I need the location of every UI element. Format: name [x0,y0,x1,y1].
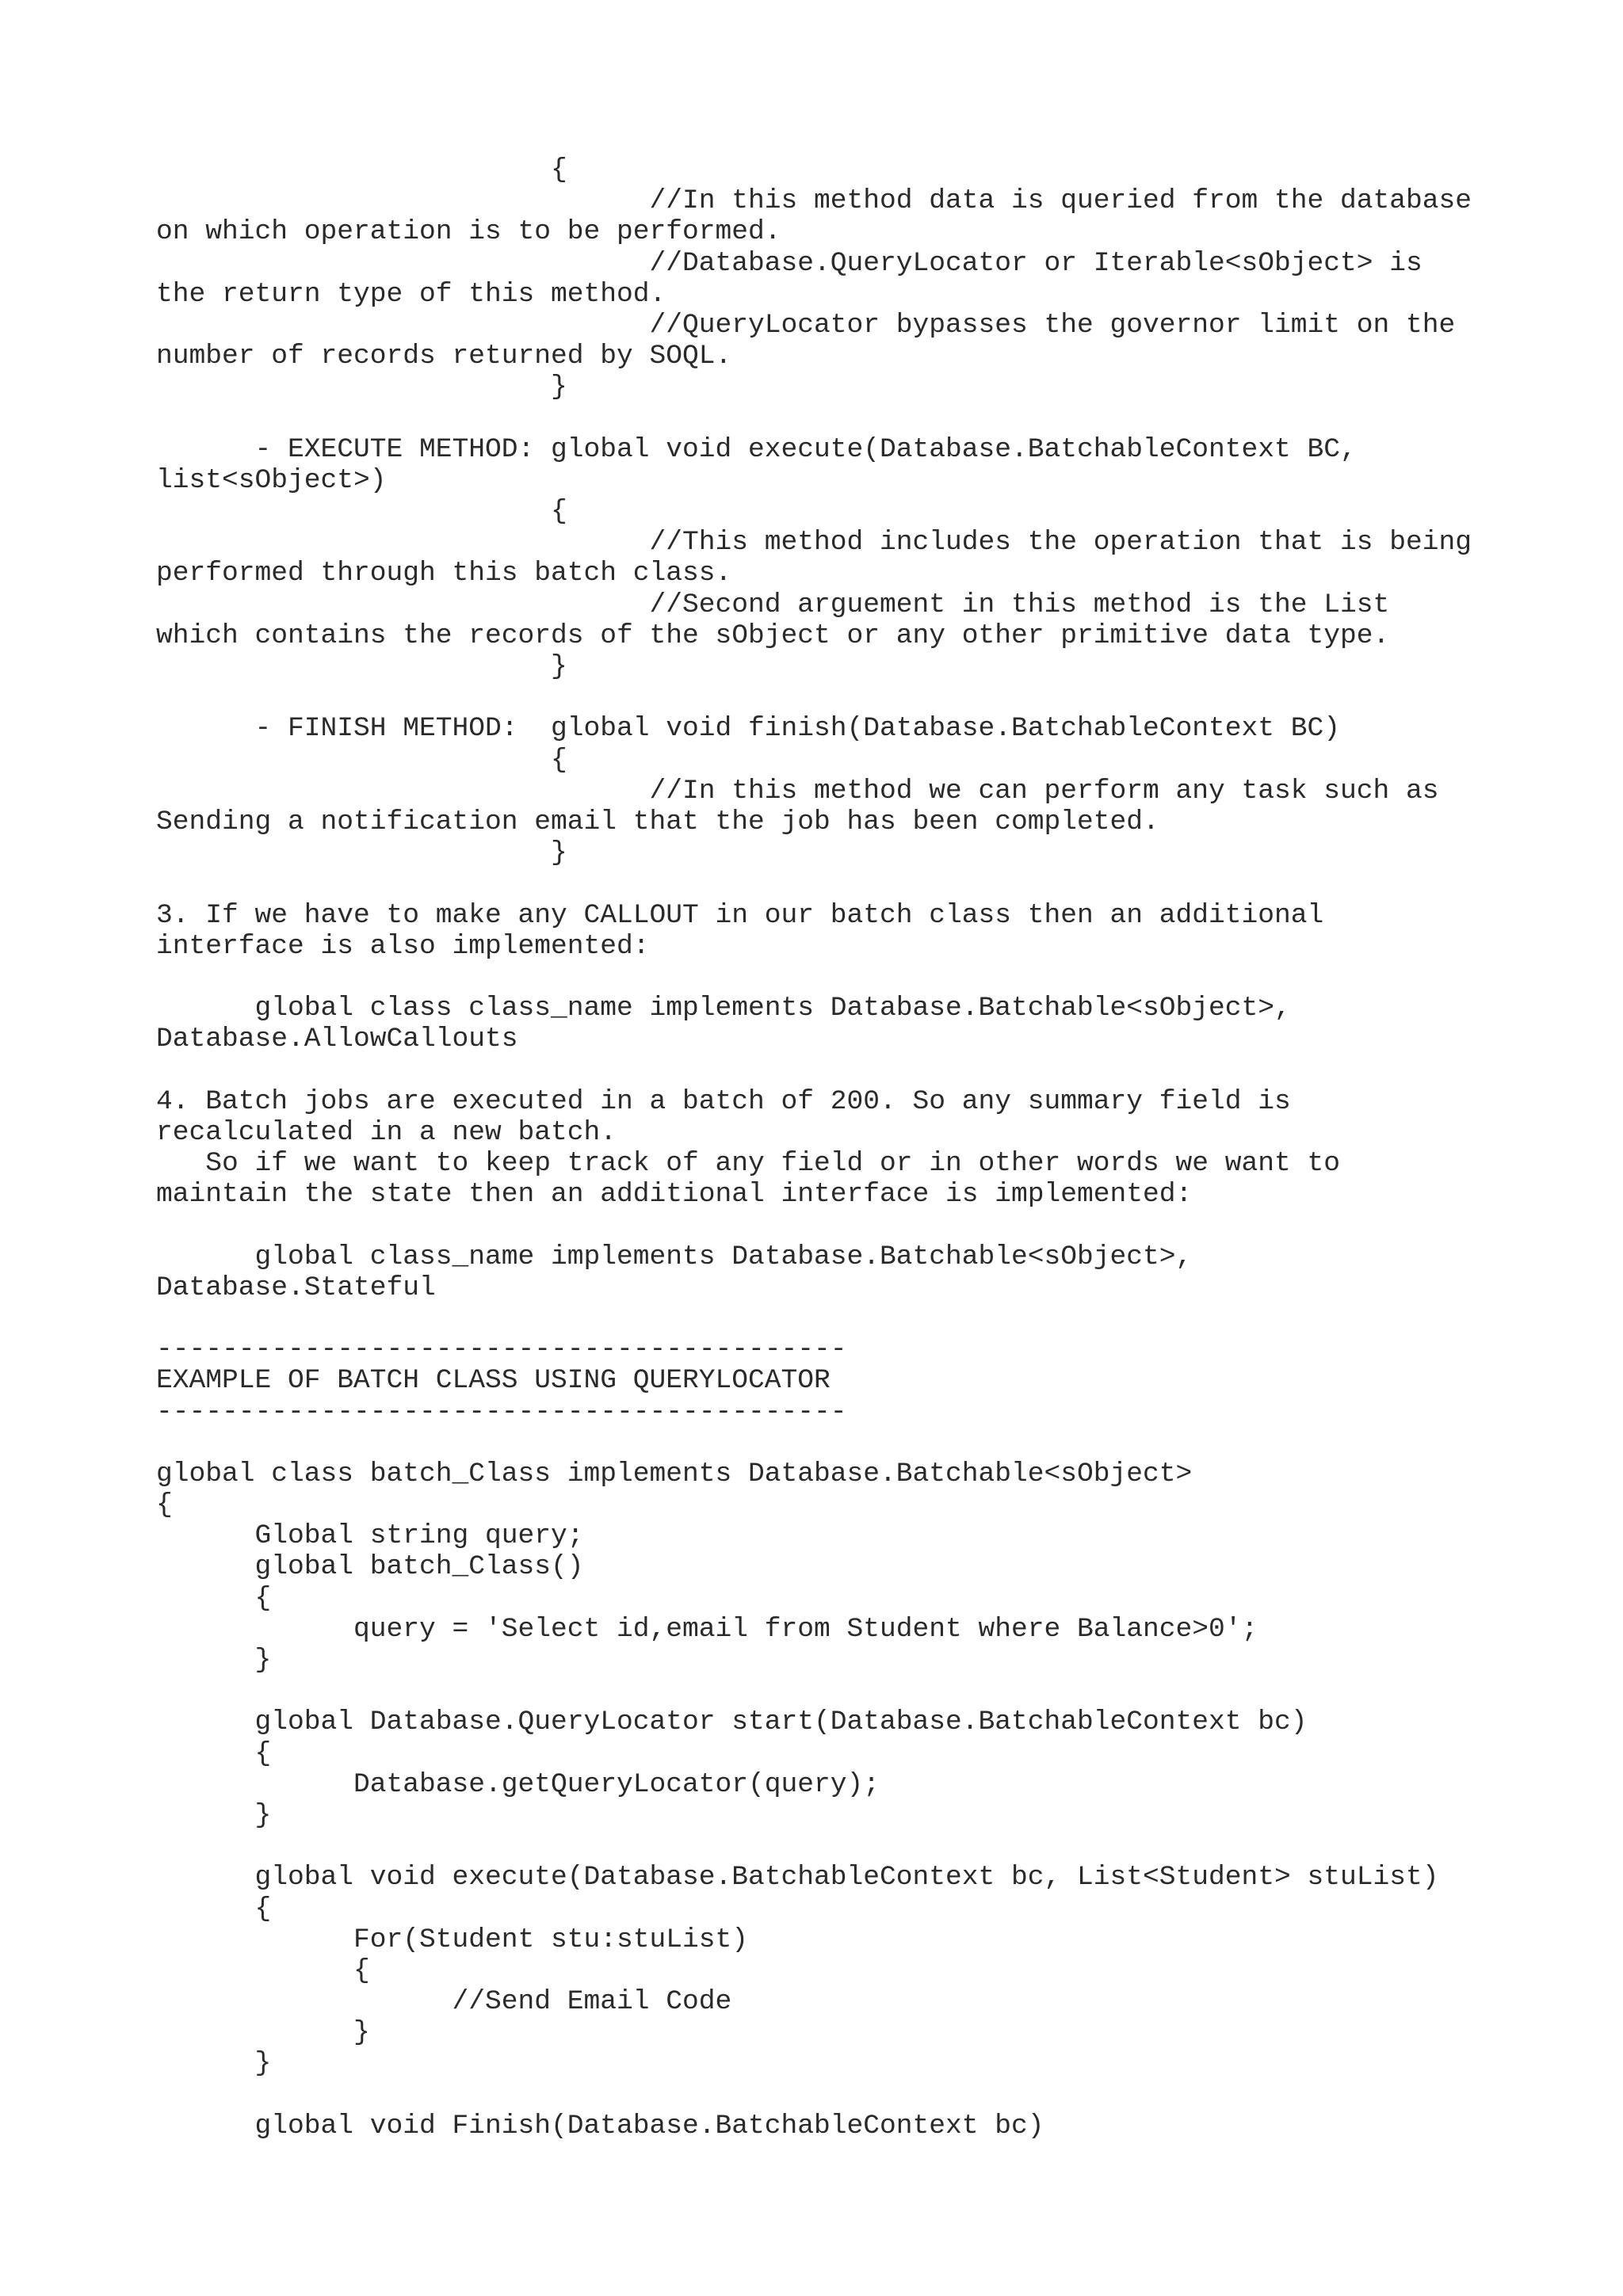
code-line-5: the return type of this method. [156,278,666,310]
code-line-31: 4. Batch jobs are executed in a batch of 200. So any summary field is [156,1085,1291,1117]
code-line-11: list<sObject>) [156,464,387,496]
code-line-33: So if we want to keep track of any field or in other words we want to [156,1148,1341,1179]
code-line-23: } [156,837,567,869]
code-line-58: For(Student stu:stuList) [156,1924,749,1955]
code-line-12: { [156,496,567,528]
code-line-60: //Send Email Code [156,1986,732,2018]
code-line-56: global void execute(Database.BatchableContext bc, List<Student> stuList) [156,1862,1439,1894]
code-line-13: //This method includes the operation that is being [156,527,1472,559]
code-line-34: maintain the state then an additional interface is implemented: [156,1179,1193,1211]
code-line-21: //In this method we can perform any task such as [156,775,1439,807]
code-line-48: query = 'Select id,email from Student where Balance>0'; [156,1613,1258,1645]
code-line-47: { [156,1582,272,1614]
code-line-2: //In this method data is queried from the database [156,185,1472,217]
code-line-29: Database.AllowCallouts [156,1024,518,1055]
section-heading: EXAMPLE OF BATCH CLASS USING QUERYLOCATOR [156,1365,831,1397]
code-line-54: } [156,1799,272,1831]
code-line-45: Global string query; [156,1520,584,1552]
blank-line [156,2080,1598,2111]
code-line-37: Database.Stateful [156,1272,436,1303]
blank-line [156,1303,1598,1334]
document-body [156,154,1598,2142]
code-line-10: - EXECUTE METHOD: global void execute(Database.BatchableContext BC, [156,433,1357,465]
code-line-64: global void Finish(Database.BatchableContext bc) [156,2110,1044,2142]
blank-line [156,1831,1598,1862]
code-line-16: which contains the records of the sObject or any other primitive data type. [156,620,1390,651]
blank-line [156,1055,1598,1085]
code-line-7: number of records returned by SOQL. [156,341,732,372]
code-line-44: { [156,1489,173,1521]
blank-line [156,403,1598,434]
code-line-17: } [156,651,567,682]
code-line-32: recalculated in a new batch. [156,1116,617,1148]
code-line-36: global class_name implements Database.Batchable<sObject>, [156,1241,1193,1272]
code-line-52: { [156,1737,272,1769]
section-divider-bottom: ------------------------------------------ [156,1396,847,1428]
blank-line [156,962,1598,993]
blank-line [156,1676,1598,1707]
code-line-61: } [156,2017,370,2049]
code-line-15: //Second arguement in this method is the List [156,589,1390,620]
code-line-51: global Database.QueryLocator start(Database.BatchableContext bc) [156,1707,1308,1738]
code-line-6: //QueryLocator bypasses the governor limit on the [156,309,1456,341]
blank-line [156,1428,1598,1459]
code-line-26: interface is also implemented: [156,930,650,962]
code-line-62: } [156,2048,272,2080]
code-line-14: performed through this batch class. [156,558,732,589]
blank-line [156,682,1598,713]
code-line-49: } [156,1645,272,1676]
code-line-28: global class class_name implements Database.Batchable<sObject>, [156,993,1291,1024]
code-line-59: { [156,1955,370,1986]
code-line-8: } [156,372,567,403]
code-line-4: //Database.QueryLocator or Iterable<sObject> is [156,247,1423,279]
code-line-53: Database.getQueryLocator(query); [156,1768,880,1800]
code-line-1: { [156,154,567,185]
code-line-43: global class batch_Class implements Database.Batchable<sObject> [156,1458,1193,1489]
code-line-20: { [156,744,567,776]
code-line-22: Sending a notification email that the job has been completed. [156,806,1159,837]
section-divider-top: ------------------------------------------ [156,1334,847,1366]
code-line-3: on which operation is to be performed. [156,216,781,248]
blank-line [156,1210,1598,1241]
code-line-57: { [156,1893,272,1924]
code-line-46: global batch_Class() [156,1551,584,1583]
code-line-19: - FINISH METHOD: global void finish(Database.BatchableContext BC) [156,713,1341,745]
blank-line [156,868,1598,899]
code-line-25: 3. If we have to make any CALLOUT in our batch class then an additional [156,899,1324,931]
